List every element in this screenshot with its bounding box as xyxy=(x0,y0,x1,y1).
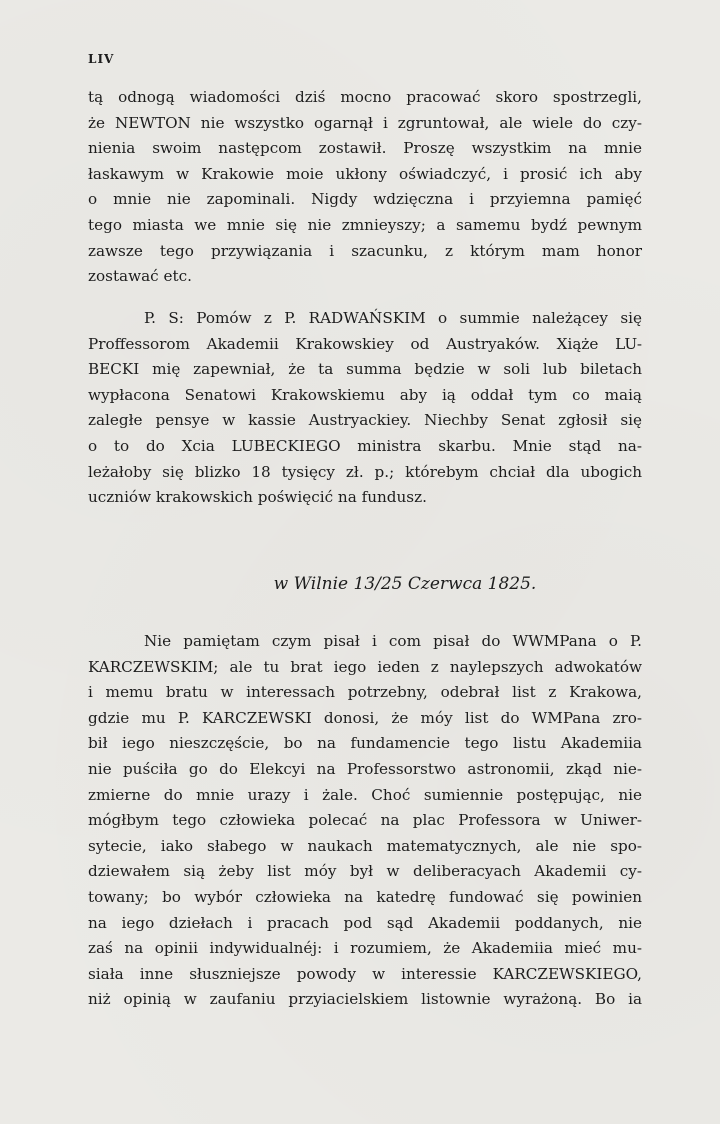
text-line: łaskawym w Krakowie moie ukłony oświadczyć, i prosić ich aby xyxy=(88,164,642,183)
text-line: BECKI mię zapewniał, że ta summa będzie w soli lub biletach xyxy=(88,360,642,379)
text-line: wypłacona Senatowi Krakowskiemu aby ią oddał tym co maią xyxy=(88,385,642,404)
text-line: uczniów krakowskich poświęcić na fundusz. xyxy=(88,488,427,507)
text-line: zaległe pensye w kassie Austryackiey. Niechby Senat zgłosił się xyxy=(88,411,642,430)
text-line: o mnie nie zapominali. Nigdy wdzięczna i przyiemna pamięć xyxy=(88,190,642,209)
text-line: nie puściła go do Elekcyi na Professorstwo astronomii, zkąd nie- xyxy=(88,759,642,778)
text-line: zawsze tego przywiązania i szacunku, z którym mam honor xyxy=(88,241,642,260)
text-line: nienia swoim następcom zostawił. Proszę wszystkim na mnie xyxy=(88,139,642,158)
text-line: na iego dziełach i pracach pod sąd Akademii poddanych, nie xyxy=(88,913,642,932)
text-line: dziewałem sią żeby list móy był w deliberacyach Akademii cy- xyxy=(88,862,642,881)
text-line: KARCZEWSKIM; ale tu brat iego ieden z naylepszych adwokatów xyxy=(88,657,642,676)
postscript xyxy=(88,306,642,511)
text-line: siała inne słuszniejsze powody w interessie KARCZEWSKIEGO, xyxy=(88,964,642,983)
text-line: że NEWTON nie wszystko ogarnął i zgruntował, ale wiele do czy- xyxy=(88,113,642,132)
text-line: o to do Xcia LUBECKIEGO ministra skarbu. Mnie stąd na- xyxy=(88,436,642,455)
letter-1-body xyxy=(88,85,642,290)
text-line: leżałoby się blizko 18 tysięcy zł. p.; którebym chciał dla ubogich xyxy=(88,462,642,481)
text-line: zmierne do mnie urazy i żale. Choć sumiennie postępując, nie xyxy=(88,785,642,804)
running-head: LIV xyxy=(88,52,115,66)
text-line: tą odnogą wiadomości dziś mocno pracować skoro spostrzegli, xyxy=(88,88,642,106)
text-line: Nie pamiętam czym pisał i com pisał do WWMPana o P. xyxy=(144,632,642,650)
text-line: sytecie, iako słabego w naukach matematycznych, ale nie spo- xyxy=(88,836,642,855)
text-line: bił iego nieszczęście, bo na fundamencie tego listu Akademiia xyxy=(88,734,642,753)
text-line: zostawać etc. xyxy=(88,267,192,286)
text-line: i memu bratu w interessach potrzebny, odebrał list z Krakowa, xyxy=(88,683,642,702)
text-line: zaś na opinii indywidualnéj: i rozumiem, że Akademiia mieć mu- xyxy=(88,939,642,958)
text-line: niż opinią w zaufaniu przyiacielskiem listownie wyrażoną. Bo ia xyxy=(88,990,642,1009)
text-line: gdzie mu P. KARCZEWSKI donosi, że móy list do WMPana zro- xyxy=(88,708,642,727)
letter-2-dateline: w Wilnie 13/25 Czerwca 1825. xyxy=(273,574,537,594)
text-line: P. S: Pomów z P. RADWAŃSKIM o summie należącey się xyxy=(144,309,642,327)
text-line: towany; bo wybór człowieka na katedrę fundować się powinien xyxy=(88,887,642,906)
text-line: tego miasta we mnie się nie zmnieyszy; a samemu bydź pewnym xyxy=(88,215,642,234)
letter-2-body xyxy=(88,629,642,1013)
text-line: mógłbym tego człowieka polecać na plac Professora w Uniwer- xyxy=(88,811,642,830)
text-line: Proffessorom Akademii Krakowskiey od Austryaków. Xiąże LU- xyxy=(88,334,642,353)
